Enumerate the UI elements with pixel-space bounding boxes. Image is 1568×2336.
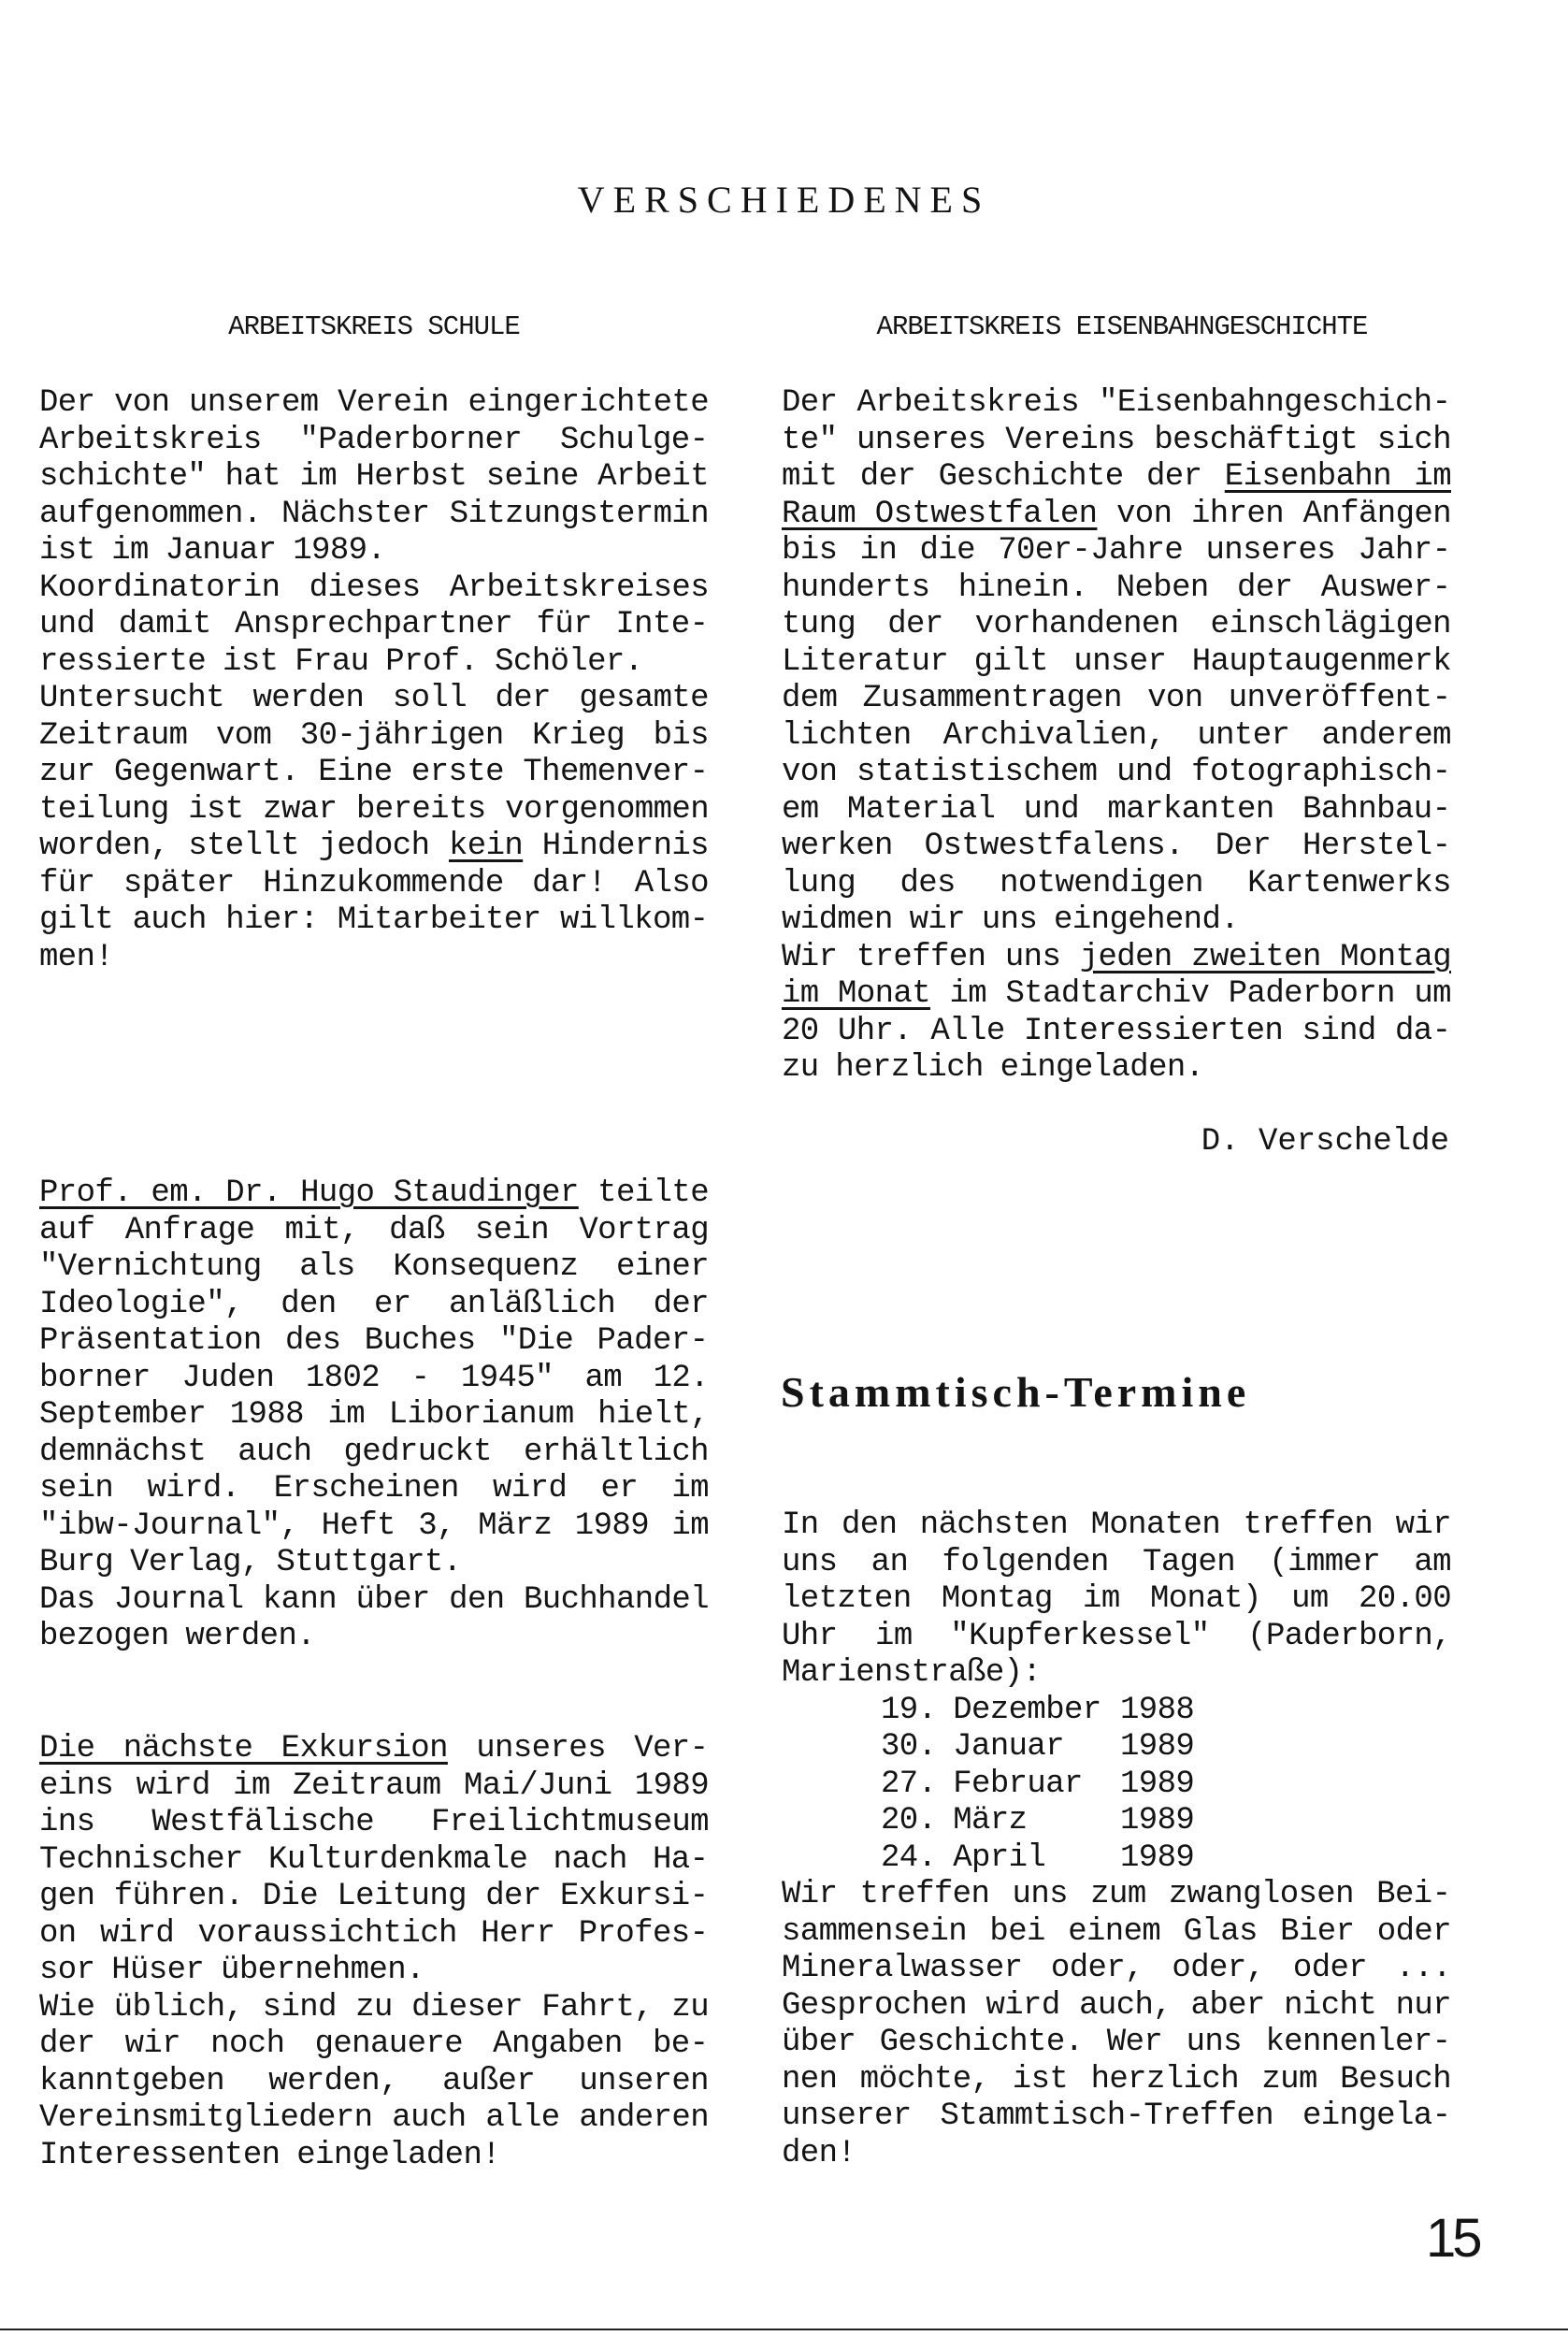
eisenbahn-paragraph-2: Wir treffen uns jeden zweiten Montag im Monat im Stadtarchiv Paderborn um 20 Uhr. Alle Interessierten sind dazu herzlich eingeladen. <box>782 939 1451 1086</box>
date-item: 27. Februar 1989 <box>881 1766 1195 1802</box>
schule-paragraph-1: Der von unserem Verein eingerichtete Arbeitskreis "Paderborner Schulgeschichte" hat im Herbst seine Arbeit aufgenommen. Nächster Sitzungstermin ist im Januar 1989. <box>39 385 709 569</box>
exkursion-article <box>39 1731 709 2174</box>
stammtisch-article <box>782 1507 1451 2172</box>
page-number: 15 <box>1426 2208 1479 2269</box>
date-item: 19. Dezember 1988 <box>881 1692 1195 1728</box>
stammtisch-intro: In den nächsten Monaten treffen wir uns an folgenden Tagen (immer am letzten Montag im Monat) um 20.00 Uhr im "Kupferkessel" (Paderborn, Marienstraße): <box>782 1507 1451 1691</box>
underlined-text: kein <box>448 829 524 864</box>
underlined-text: jeden zweiten Montag im Monat <box>782 939 1451 1012</box>
schule-article <box>39 385 709 976</box>
exkursion-paragraph-1: Die nächste Exkursion unseres Vereins wird im Zeitraum Mai/Juni 1989 ins Westfälische Freilichtmuseum Technischer Kulturdenkmale nach Hagen führen. Die Leitung der Exkursion wird voraussichtich Herr Professor Hüser übernehmen. <box>39 1731 710 1988</box>
schule-heading: ARBEITSKREIS SCHULE <box>228 311 520 342</box>
underlined-text: Die nächste Exkursion <box>39 1731 448 1766</box>
stammtisch-date-list <box>782 1693 1451 1878</box>
staudinger-article <box>39 1175 709 1656</box>
eisenbahn-heading: ARBEITSKREIS EISENBAHNGESCHICHTE <box>876 311 1368 342</box>
underlined-text: Eisenbahn im Raum Ostwestfalen <box>782 459 1451 532</box>
date-item: 20. März 1989 <box>881 1803 1195 1839</box>
date-item: 30. Januar 1989 <box>881 1729 1195 1765</box>
stammtisch-outro: Wir treffen uns zum zwanglosen Beisammensein bei einem Glas Bier oder Mineralwasser oder, oder, oder ... Gesprochen wird auch, aber nicht nur über Geschichte. Wer uns kennenlernen möchte, ist herzlich zum Besuch unserer Stammtisch-Treffen eingeladen! <box>782 1877 1451 2171</box>
eisenbahn-paragraph-1: Der Arbeitskreis "Eisenbahngeschichte" unseres Vereins beschäftigt sich mit der Geschichte der Eisenbahn im Raum Ostwestfalen von ihren Anfängen bis in die 70er-Jahre unseres Jahrhunderts hinein. Neben der Auswertung der vorhandenen einschlägigen Literatur gilt unser Hauptaugenmerk dem Zusammentragen von unveröffentlichten Archivalien, unter anderem von statistischem und fotographischem Material und markanten Bahnbauwerken Ostwestfalens. Der Herstellung des notwendigen Kartenwerks widmen wir uns eingehend. <box>782 385 1451 938</box>
staudinger-paragraph-2: Das Journal kann über den Buchhandel bezogen werden. <box>39 1581 709 1654</box>
stammtisch-heading: Stammtisch-Termine <box>781 1368 1251 1416</box>
bottom-rule <box>0 2329 1568 2330</box>
eisenbahn-article <box>782 385 1451 1088</box>
schule-paragraph-2: Koordinatorin dieses Arbeitskreises und damit Ansprechpartner für Interessierte ist Frau Prof. Schöler. <box>39 570 709 680</box>
underlined-text: Prof. em. Dr. Hugo Staudinger <box>39 1175 579 1211</box>
schule-paragraph-3: Untersucht werden soll der gesamte Zeitraum vom 30-jährigen Krieg bis zur Gegenwart. Eine erste Themenverteilung ist zwar bereits vorgenommen worden, stellt jedoch kein Hindernis für später Hinzukommende dar! Also gilt auch hier: Mitarbeiter willkommen! <box>39 681 709 975</box>
exkursion-paragraph-2: Wie üblich, sind zu dieser Fahrt, zu der wir noch genauere Angaben bekanntgeben werden, außer unseren Vereinsmitgliedern auch alle anderen Interessenten eingeladen! <box>39 1989 709 2173</box>
staudinger-paragraph-1: Prof. em. Dr. Hugo Staudinger teilte auf Anfrage mit, daß sein Vortrag "Vernichtung als Konsequenz einer Ideologie", den er anläßlich der Präsentation des Buches "Die Paderborner Juden 1802 - 1945" am 12. September 1988 im Liborianum hielt, demnächst auch gedruckt erhältlich sein wird. Erscheinen wird er im "ibw-Journal", Heft 3, März 1989 im Burg Verlag, Stuttgart. <box>39 1175 710 1580</box>
date-item: 24. April 1989 <box>881 1839 1195 1876</box>
signature: D. Verschelde <box>1201 1124 1449 1160</box>
page-title: VERSCHIEDENES <box>577 179 991 221</box>
